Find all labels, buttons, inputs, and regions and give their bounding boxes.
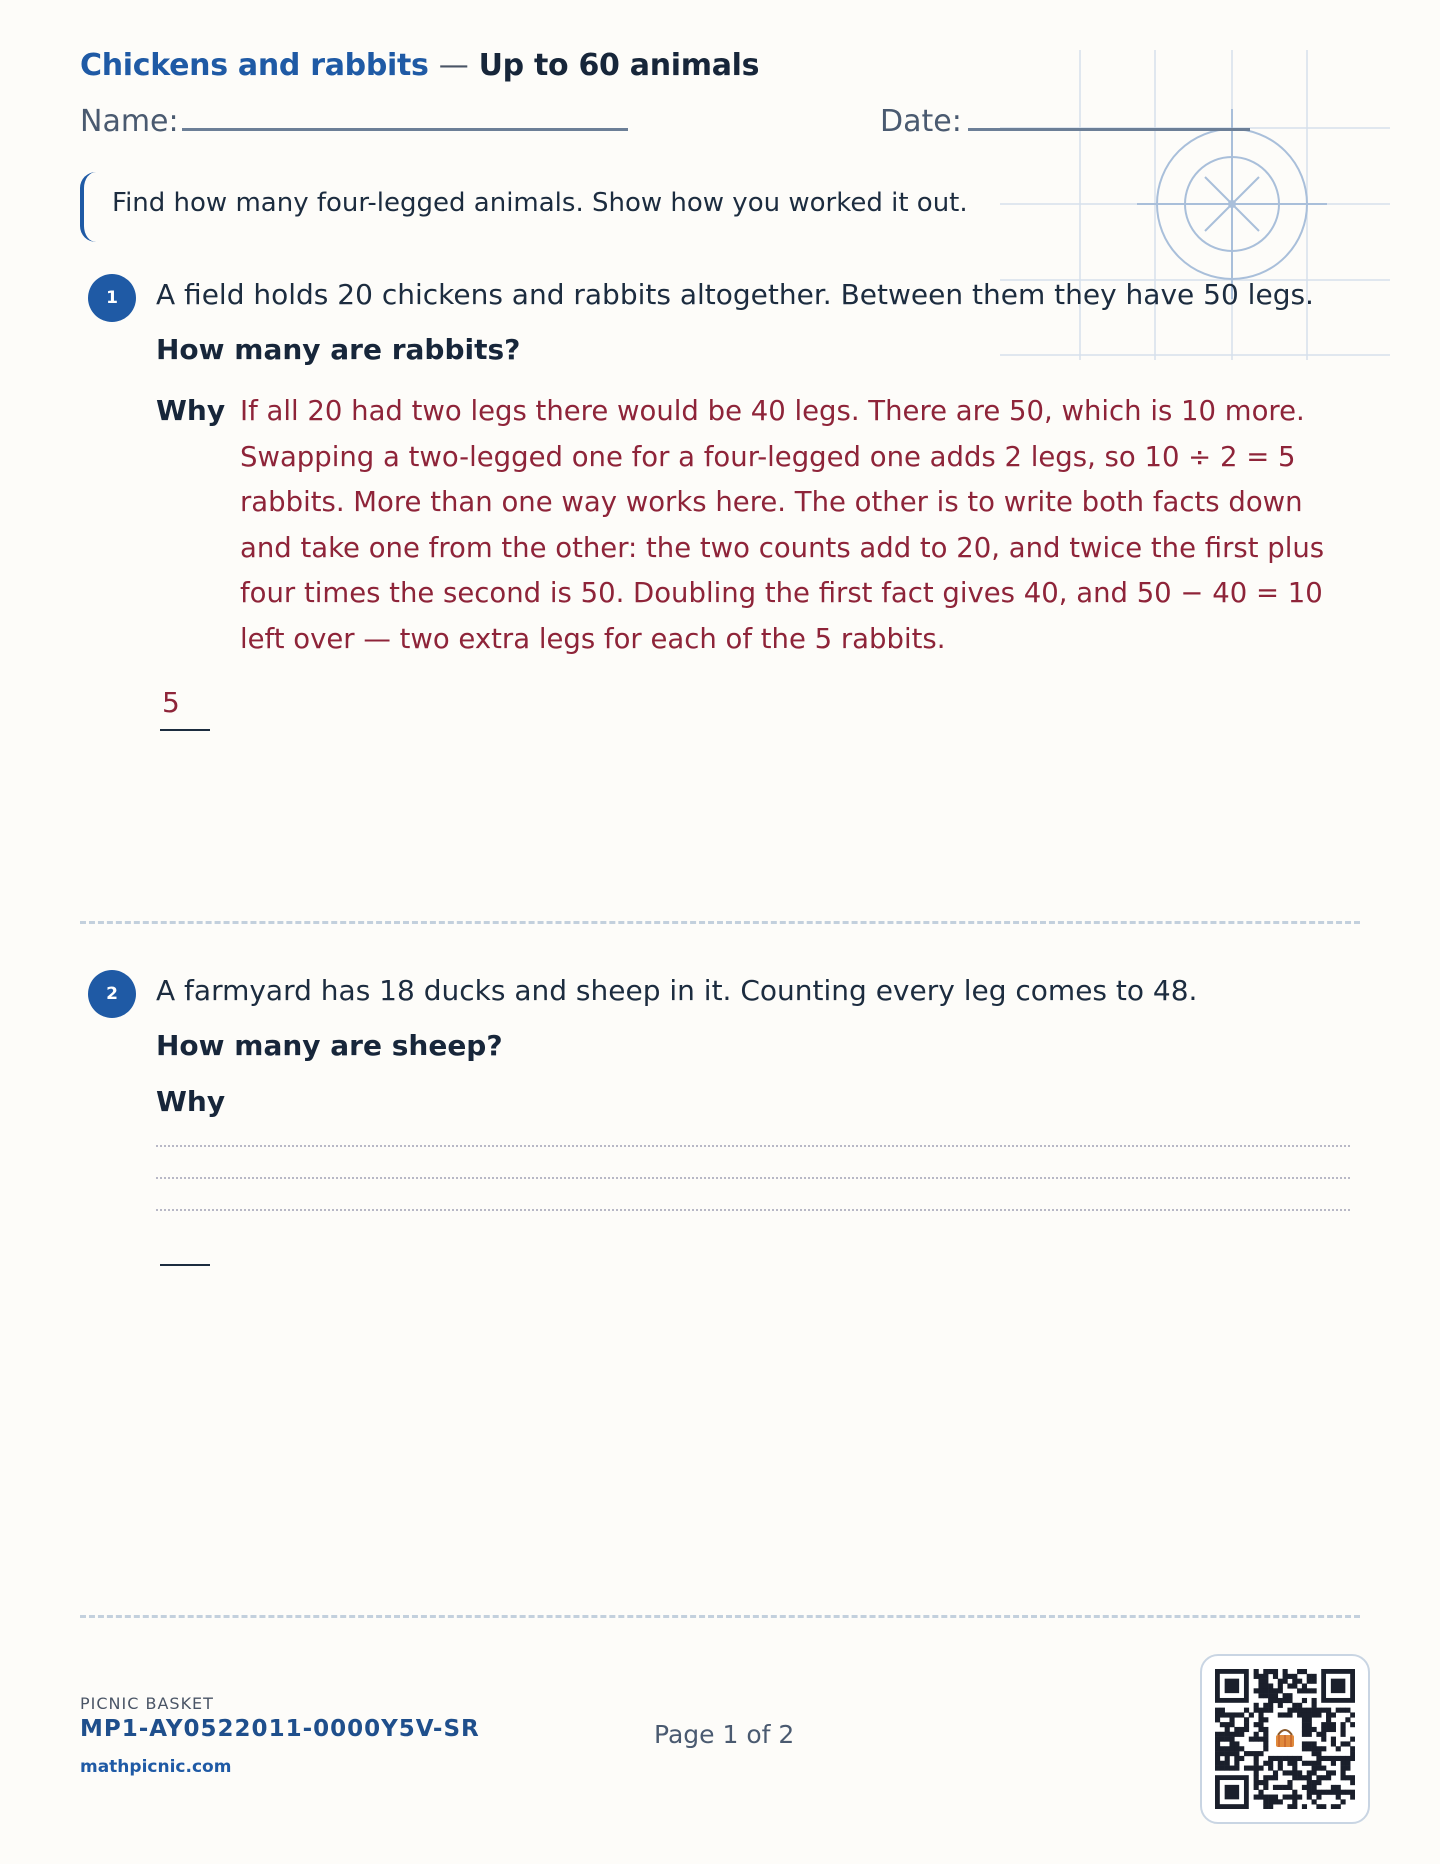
title-dash: —	[438, 48, 469, 83]
name-label: Name:	[80, 104, 179, 139]
footer-divider	[80, 1615, 1360, 1618]
title-level: Up to 60 animals	[478, 48, 760, 83]
footer-worksheet-code: MP1-AY0522011-0000Y5V-SR	[80, 1716, 480, 1742]
writing-line[interactable]	[156, 1209, 1350, 1211]
footer-site-link[interactable]: mathpicnic.com	[80, 1757, 232, 1777]
date-label: Date:	[880, 104, 962, 139]
target-icon	[1000, 50, 1390, 360]
answer-field[interactable]	[160, 1264, 210, 1266]
writing-line[interactable]	[156, 1177, 1350, 1179]
why-label: Why	[156, 394, 226, 427]
qr-code-icon	[1215, 1669, 1355, 1809]
instructions-text: Find how many four-legged animals. Show how you worked it out.	[112, 188, 968, 218]
title-topic: Chickens and rabbits	[80, 48, 429, 83]
question-ask: How many are rabbits?	[156, 333, 521, 366]
why-explanation: If all 20 had two legs there would be 40 legs. There are 50, which is 10 more. Swapping a two-legged one for a four-legged one adds 2 legs, so 10 ÷ 2 = 5 rabbits. More than one way works here. The other is to write both facts down and take one from the other: the two counts add to 20, and twice the first plus four times the second is 50. Doubling the first fact gives 40, and 50 − 40 = 10 left over — two extra legs for each of the 5 rabbits.	[240, 395, 1325, 655]
answer-field[interactable]	[160, 729, 210, 731]
writing-line[interactable]	[156, 1145, 1350, 1147]
why-label: Why	[156, 1085, 226, 1118]
date-field[interactable]	[968, 128, 1250, 131]
worksheet-title	[80, 48, 759, 83]
question-number-badge: 2	[88, 970, 136, 1018]
instructions-bracket	[80, 172, 96, 242]
section-divider	[80, 921, 1360, 924]
question-text: A farmyard has 18 ducks and sheep in it. Counting every leg comes to 48.	[156, 974, 1198, 1007]
page-indicator: Page 1 of 2	[654, 1720, 795, 1749]
question-text: A field holds 20 chickens and rabbits altogether. Between them they have 50 legs.	[156, 278, 1314, 311]
qr-code-card	[1200, 1654, 1370, 1824]
question-number-badge: 1	[88, 274, 136, 322]
name-field[interactable]	[182, 128, 628, 131]
footer-brand: PICNIC BASKET	[80, 1694, 214, 1713]
question-ask: How many are sheep?	[156, 1029, 503, 1062]
answer-value: 5	[162, 686, 180, 719]
